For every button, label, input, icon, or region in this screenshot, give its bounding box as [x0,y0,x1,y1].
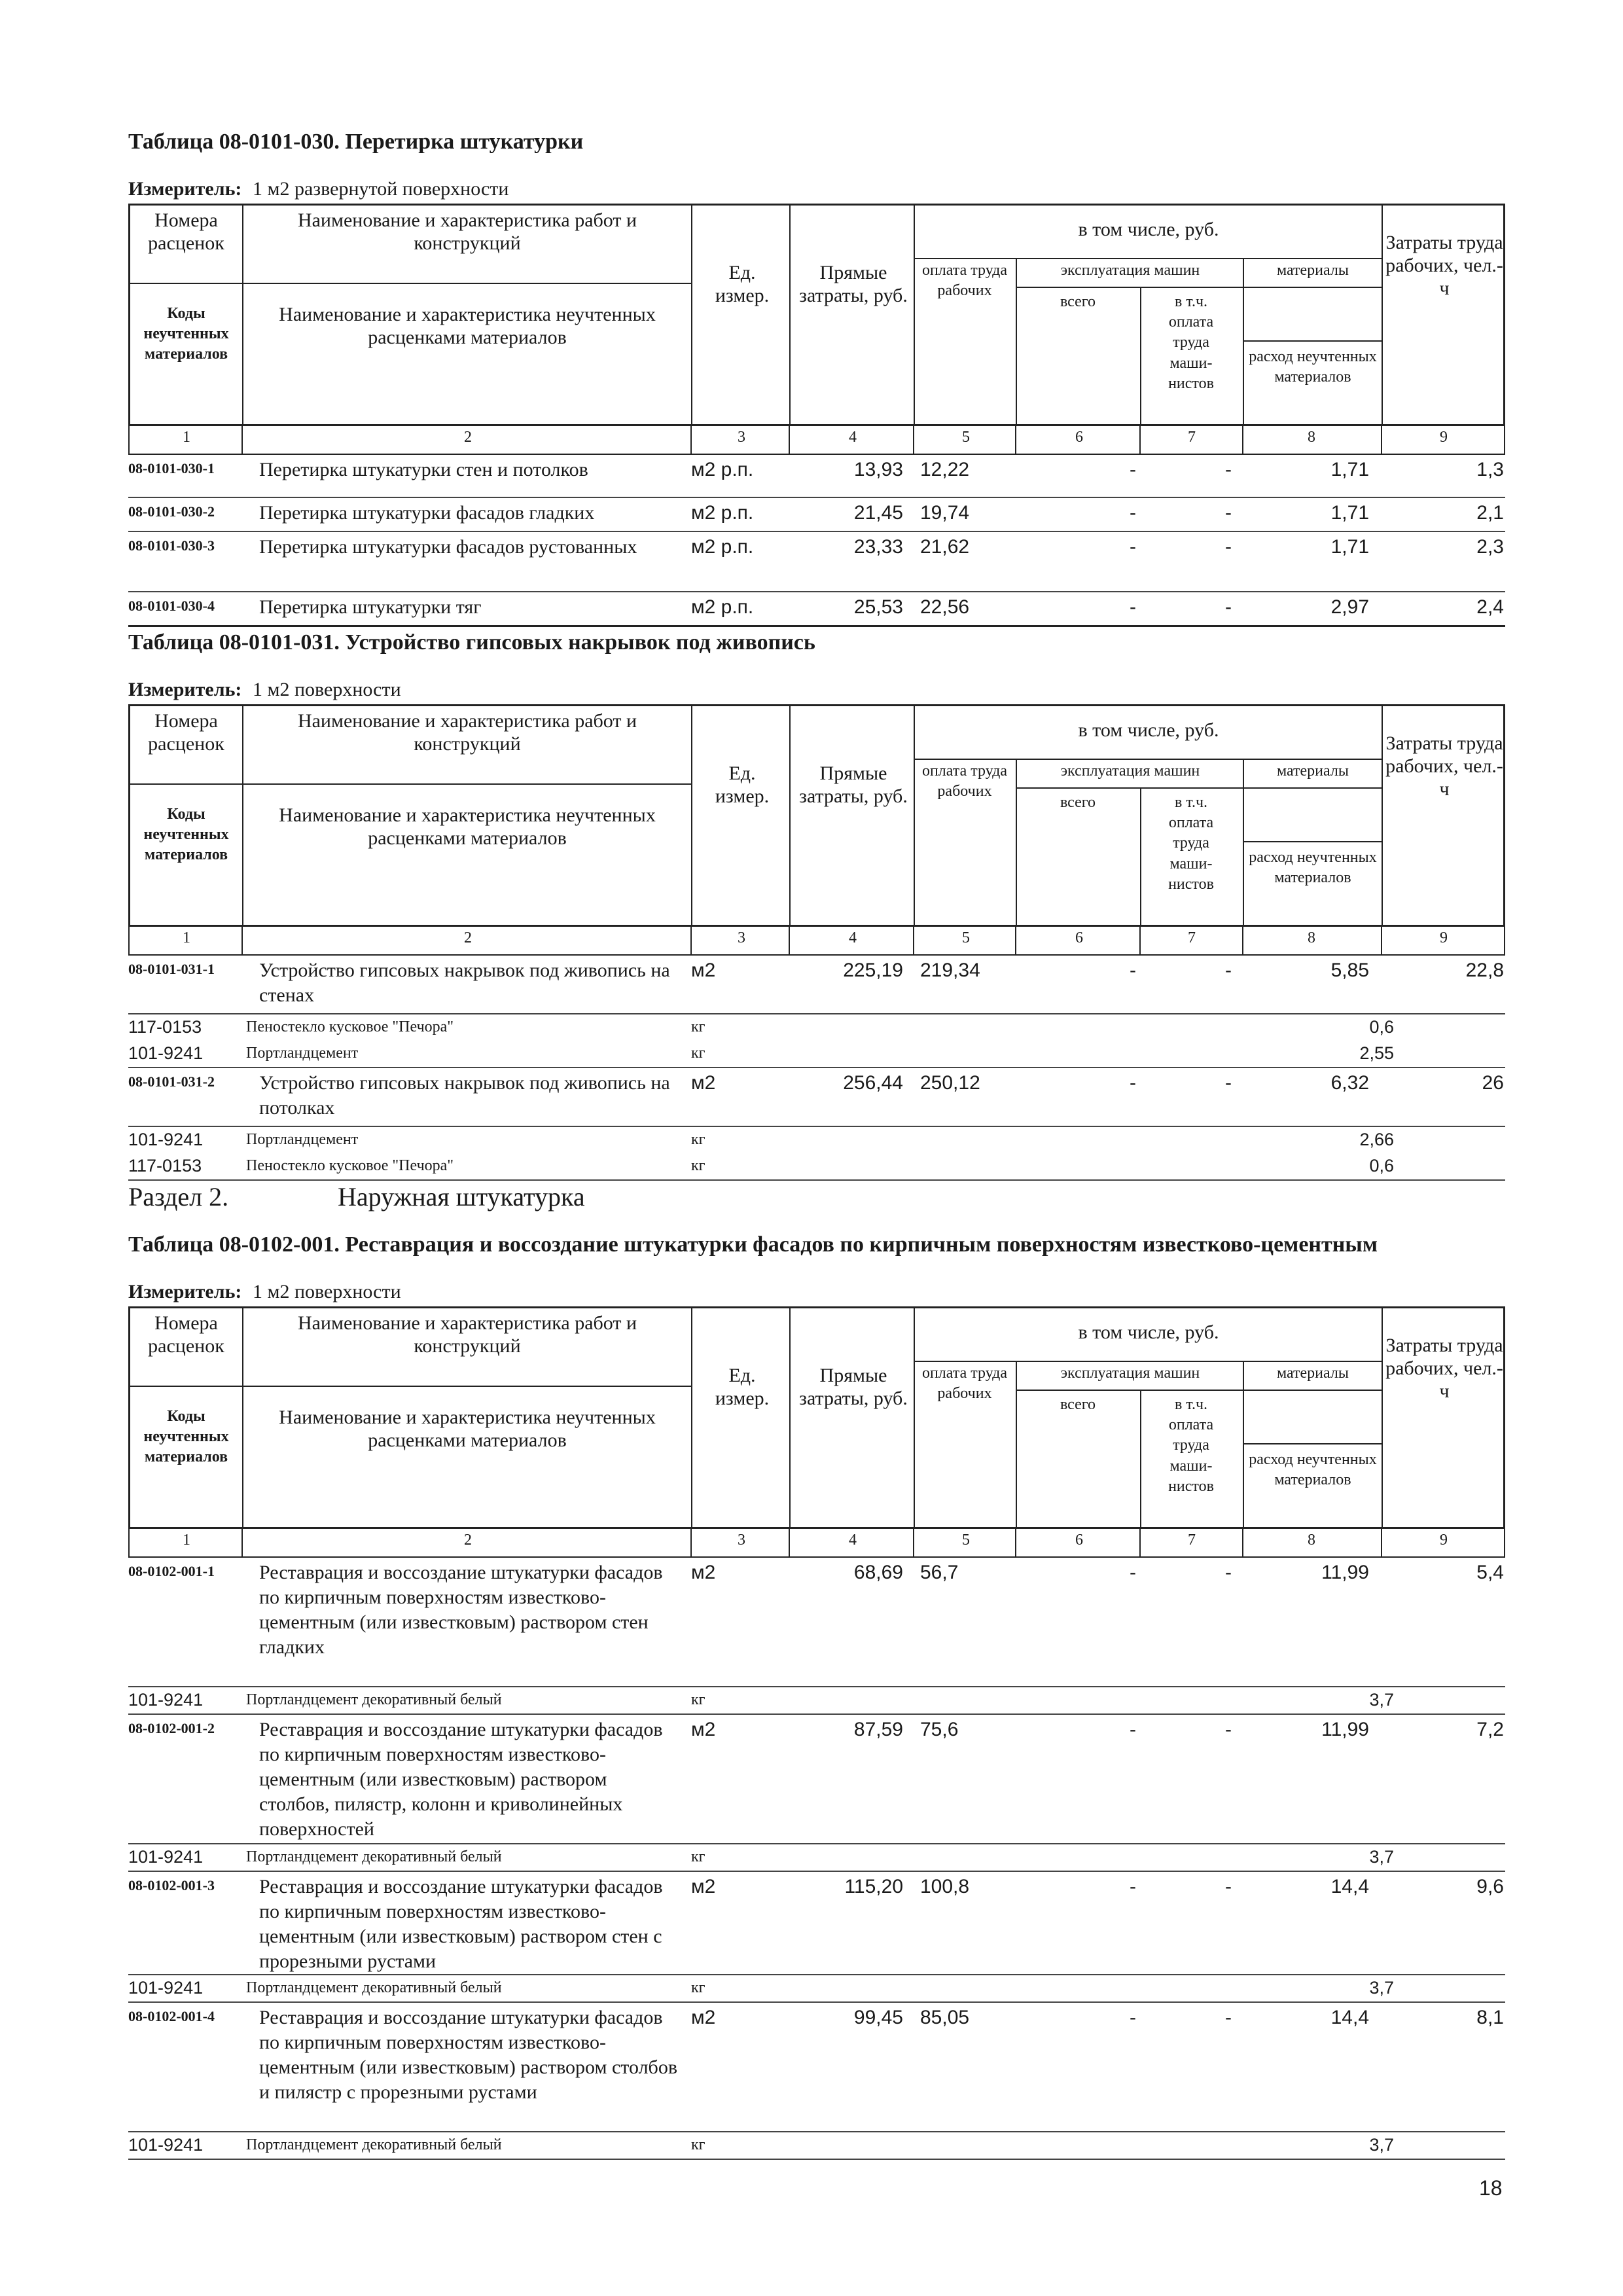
machinist-pay: - [1225,2007,1232,2028]
direct-costs: 256,44 [843,1072,903,1094]
work-name: Перетирка штукатурки фасадов гладких [259,502,595,524]
header-naimenovanie: Наименование и характеристика работ и конструкций [297,710,637,755]
material-name: Портландцемент декоративный белый [246,2136,502,2153]
materials-cost: 11,99 [1321,1562,1369,1583]
table-08-0101-030 [128,128,1505,627]
direct-costs: 115,20 [844,1876,903,1897]
header-zatraty: Затраты труда рабочих, чел.-ч [1385,732,1503,800]
material-name: Портландцемент [246,1131,359,1148]
material-consumption: 3,7 [1369,1690,1394,1710]
direct-costs: 23,33 [853,536,903,558]
labor-pay: 100,8 [920,1876,970,1897]
column-numbers-row [128,1529,1505,1558]
header-pryamye: Прямые затраты, руб. [799,762,908,807]
column-number: 6 [1075,429,1083,446]
column-number: 4 [849,429,857,446]
header-oplata: оплата труда рабочих [921,762,1008,800]
materials-cost: 1,71 [1330,459,1369,480]
material-row [128,1975,1505,2003]
labor-hours: 22,8 [1465,960,1504,981]
labor-hours: 5,4 [1476,1562,1504,1583]
materials-cost: 1,71 [1330,536,1369,558]
measure-value: 1 м2 поверхности [253,679,401,700]
materials-cost: 6,32 [1330,1072,1369,1094]
header-materialy: материалы [1276,762,1349,780]
column-number: 4 [849,929,857,946]
column-number: 5 [962,929,970,946]
table-row [128,1872,1505,1975]
material-unit: кг [691,1979,705,1996]
labor-hours: 1,3 [1476,459,1504,480]
column-number: 3 [738,929,745,946]
column-numbers-row [128,927,1505,956]
table-row [128,532,1505,592]
rate-code: 08-0101-030-2 [128,503,215,520]
measure-line [128,1278,1505,1306]
table-header [128,704,1505,927]
header-pryamye: Прямые затраты, руб. [799,262,908,306]
column-number: 2 [464,429,472,446]
labor-hours: 9,6 [1476,1876,1504,1897]
column-number: 8 [1308,1532,1315,1549]
header-kody: Коды неучтенных материалов [143,1408,229,1466]
work-name: Реставрация и воссоздание штукатурки фасадов по кирпичным поверхностям известково-цементным (или известковым) раствором столбов, пилястр, колонн и криволинейных поверхностей [259,1719,663,1840]
page-number: 18 [1479,2176,1503,2200]
header-oplata: оплата труда рабочих [921,1365,1008,1403]
measure-label: Измеритель: [128,679,242,700]
column-number: 7 [1188,929,1196,946]
labor-pay: 75,6 [920,1719,959,1740]
material-row [128,1127,1505,1153]
column-number: 3 [738,429,745,446]
header-vtch: в т.ч. оплата труда маши-нистов [1168,1396,1214,1495]
machine-costs: - [1130,1719,1136,1740]
material-consumption: 2,55 [1359,1043,1394,1063]
column-number: 2 [464,1532,472,1549]
rate-code: 08-0102-001-3 [128,1877,215,1893]
header-vsego: всего [1060,293,1096,310]
work-name: Реставрация и воссоздание штукатурки фасадов по кирпичным поверхностям известково-цементным (или известковым) раствором стен гладких [259,1562,663,1658]
column-number: 5 [962,1532,970,1549]
material-row [128,1687,1505,1715]
material-unit: кг [691,1691,705,1708]
header-naim-neuchten: Наименование и характеристика неучтенных расценками материалов [279,304,656,348]
header-v-tom-chisle: в том числе, руб. [1078,719,1219,741]
material-code: 101-9241 [128,2135,204,2155]
labor-hours: 2,1 [1476,502,1504,524]
material-name: Портландцемент декоративный белый [246,1979,502,1996]
machinist-pay: - [1225,536,1232,558]
material-code: 101-9241 [128,1978,204,1998]
header-naim-neuchten: Наименование и характеристика неучтенных расценками материалов [279,1407,656,1451]
column-number: 1 [183,429,190,446]
work-name: Перетирка штукатурки стен и потолков [259,459,588,480]
unit: м2 [691,1719,716,1740]
column-number: 9 [1440,1532,1448,1549]
column-number: 6 [1075,929,1083,946]
header-nomera: Номера расценок [148,209,224,254]
table-row [128,1715,1505,1844]
unit: м2 [691,2007,716,2028]
material-unit: кг [691,1157,705,1174]
machine-costs: - [1130,960,1136,981]
column-number: 1 [183,1532,190,1549]
table-title: Таблица 08-0102-001. Реставрация и воссоздание штукатурки фасадов по кирпичным поверхностям известково-цементным [128,1232,1378,1257]
column-number: 8 [1308,929,1315,946]
header-ed-izm: Ед. измер. [715,1365,770,1409]
machine-costs: - [1130,502,1136,524]
material-name: Пеностекло кусковое "Печора" [246,1157,454,1174]
machinist-pay: - [1225,1876,1232,1897]
machine-costs: - [1130,1562,1136,1583]
table-row [128,1558,1505,1687]
header-naimenovanie: Наименование и характеристика работ и конструкций [297,1312,637,1357]
material-code: 101-9241 [128,1130,204,1149]
measure-line [128,675,1505,704]
labor-pay: 21,62 [920,536,970,558]
material-consumption: 3,7 [1369,1847,1394,1867]
labor-hours: 7,2 [1476,1719,1504,1740]
unit: м2 [691,960,716,981]
header-vsego: всего [1060,1396,1096,1413]
column-number: 4 [849,1532,857,1549]
machine-costs: - [1130,2007,1136,2028]
rate-code: 08-0101-030-1 [128,460,215,476]
unit: м2 р.п. [691,596,754,618]
measure-line [128,175,1505,204]
work-name: Устройство гипсовых накрывок под живопись на потолках [259,1072,670,1119]
material-consumption: 0,6 [1369,1156,1394,1175]
header-vsego: всего [1060,794,1096,811]
unit: м2 р.п. [691,536,754,558]
header-v-tom-chisle: в том числе, руб. [1078,1321,1219,1343]
header-vtch: в т.ч. оплата труда маши-нистов [1168,794,1214,893]
header-kody: Коды неучтенных материалов [143,806,229,864]
measure-value: 1 м2 развернутой поверхности [253,178,509,200]
header-vtch: в т.ч. оплата труда маши-нистов [1168,293,1214,392]
material-consumption: 3,7 [1369,1978,1394,1998]
labor-pay: 250,12 [920,1072,980,1094]
measure-value: 1 м2 поверхности [253,1281,401,1302]
direct-costs: 225,19 [843,960,903,981]
header-nomera: Номера расценок [148,1312,224,1357]
material-code: 117-0153 [128,1156,202,1175]
table-row [128,1068,1505,1127]
material-code: 101-9241 [128,1043,204,1063]
column-number: 2 [464,929,472,946]
material-unit: кг [691,1045,705,1062]
machine-costs: - [1130,536,1136,558]
labor-pay: 12,22 [920,459,970,480]
material-consumption: 0,6 [1369,1017,1394,1037]
materials-cost: 1,71 [1330,502,1369,524]
table-08-0102-001 [128,1230,1505,2160]
direct-costs: 13,93 [853,459,903,480]
column-number: 9 [1440,929,1448,946]
machinist-pay: - [1225,960,1232,981]
header-kody: Коды неучтенных материалов [143,305,229,363]
table-header [128,1306,1505,1529]
unit: м2 р.п. [691,502,754,524]
material-code: 101-9241 [128,1847,204,1867]
header-naim-neuchten: Наименование и характеристика неучтенных расценками материалов [279,804,656,849]
unit: м2 р.п. [691,459,754,480]
table-header [128,204,1505,426]
material-row [128,1014,1505,1041]
labor-pay: 219,34 [920,960,980,981]
header-ed-izm: Ед. измер. [715,762,770,807]
direct-costs: 87,59 [853,1719,903,1740]
material-name: Портландцемент декоративный белый [246,1848,502,1865]
table-row [128,956,1505,1014]
header-pryamye: Прямые затраты, руб. [799,1365,908,1409]
material-name: Пеностекло кусковое "Печора" [246,1018,454,1035]
materials-cost: 11,99 [1321,1719,1369,1740]
machinist-pay: - [1225,596,1232,618]
rate-code: 08-0102-001-4 [128,2008,215,2024]
material-code: 101-9241 [128,1690,204,1710]
work-name: Перетирка штукатурки фасадов рустованных [259,536,637,558]
header-materialy: материалы [1276,1365,1349,1382]
material-row [128,1844,1505,1872]
table-title: Таблица 08-0101-031. Устройство гипсовых накрывок под живопись [128,630,815,655]
column-number: 3 [738,1532,745,1549]
machinist-pay: - [1225,1562,1232,1583]
column-number: 6 [1075,1532,1083,1549]
materials-cost: 14,4 [1330,2007,1369,2028]
table-row [128,455,1505,498]
machinist-pay: - [1225,1072,1232,1094]
column-numbers-row [128,426,1505,455]
section-heading [128,1181,585,1218]
table-row [128,2003,1505,2132]
section-number: Раздел 2. [128,1182,229,1211]
materials-cost: 14,4 [1330,1876,1369,1897]
header-ekspl: эксплуатация машин [1060,262,1200,279]
table-body [128,1558,1505,2160]
header-naimenovanie: Наименование и характеристика работ и конструкций [297,209,637,254]
material-code: 117-0153 [128,1017,202,1037]
materials-cost: 2,97 [1330,596,1369,618]
material-row [128,1041,1505,1068]
machinist-pay: - [1225,459,1232,480]
labor-hours: 2,4 [1476,596,1504,618]
unit: м2 [691,1072,716,1094]
table-row [128,498,1505,532]
table-title: Таблица 08-0101-030. Перетирка штукатурки [128,130,584,154]
material-row [128,2132,1505,2160]
table-row [128,592,1505,627]
header-ed-izm: Ед. измер. [715,262,770,306]
rate-code: 08-0102-001-1 [128,1563,215,1579]
column-number: 9 [1440,429,1448,446]
labor-pay: 56,7 [920,1562,959,1583]
header-ekspl: эксплуатация машин [1060,762,1200,780]
header-rashod: расход неучтенных материалов [1249,1451,1377,1489]
machine-costs: - [1130,1072,1136,1094]
header-ekspl: эксплуатация машин [1060,1365,1200,1382]
machinist-pay: - [1225,1719,1232,1740]
header-materialy: материалы [1276,262,1349,279]
column-number: 7 [1188,1532,1196,1549]
section-title: Наружная штукатурка [338,1182,585,1211]
material-consumption: 3,7 [1369,2135,1394,2155]
rate-code: 08-0101-030-4 [128,598,215,614]
labor-pay: 19,74 [920,502,970,524]
measure-label: Измеритель: [128,178,242,200]
work-name: Реставрация и воссоздание штукатурки фасадов по кирпичным поверхностям известково-цементным (или известковым) раствором столбов и пилястр с прорезными рустами [259,2007,677,2103]
machine-costs: - [1130,459,1136,480]
material-consumption: 2,66 [1359,1130,1394,1149]
direct-costs: 99,45 [853,2007,903,2028]
labor-hours: 2,3 [1476,536,1504,558]
machine-costs: - [1130,1876,1136,1897]
table-08-0101-031 [128,628,1505,1181]
material-unit: кг [691,1018,705,1035]
column-number: 7 [1188,429,1196,446]
material-unit: кг [691,1131,705,1148]
rate-code: 08-0101-031-1 [128,961,215,977]
machine-costs: - [1130,596,1136,618]
labor-pay: 22,56 [920,596,970,618]
header-nomera: Номера расценок [148,710,224,755]
direct-costs: 68,69 [853,1562,903,1583]
material-unit: кг [691,2136,705,2153]
direct-costs: 21,45 [853,502,903,524]
header-rashod: расход неучтенных материалов [1249,348,1377,386]
material-name: Портландцемент декоративный белый [246,1691,502,1708]
work-name: Перетирка штукатурки тяг [259,596,482,618]
unit: м2 [691,1562,716,1583]
rate-code: 08-0102-001-2 [128,1720,215,1736]
table-body [128,455,1505,627]
column-number: 5 [962,429,970,446]
labor-pay: 85,05 [920,2007,970,2028]
header-zatraty: Затраты труда рабочих, чел.-ч [1385,1335,1503,1402]
rate-code: 08-0101-031-2 [128,1073,215,1090]
material-name: Портландцемент [246,1045,359,1062]
measure-label: Измеритель: [128,1281,242,1302]
header-v-tom-chisle: в том числе, руб. [1078,219,1219,240]
work-name: Устройство гипсовых накрывок под живопись на стенах [259,960,670,1006]
column-number: 1 [183,929,190,946]
labor-hours: 8,1 [1476,2007,1504,2028]
header-oplata: оплата труда рабочих [921,262,1008,300]
header-zatraty: Затраты труда рабочих, чел.-ч [1385,232,1503,299]
labor-hours: 26 [1482,1072,1504,1094]
material-row [128,1153,1505,1181]
machinist-pay: - [1225,502,1232,524]
table-body [128,956,1505,1181]
header-rashod: расход неучтенных материалов [1249,849,1377,887]
column-number: 8 [1308,429,1315,446]
rate-code: 08-0101-030-3 [128,537,215,554]
work-name: Реставрация и воссоздание штукатурки фасадов по кирпичным поверхностям известково-цементным (или известковым) раствором стен с прорезными рустами [259,1876,663,1972]
unit: м2 [691,1876,716,1897]
material-unit: кг [691,1848,705,1865]
direct-costs: 25,53 [853,596,903,618]
materials-cost: 5,85 [1330,960,1369,981]
